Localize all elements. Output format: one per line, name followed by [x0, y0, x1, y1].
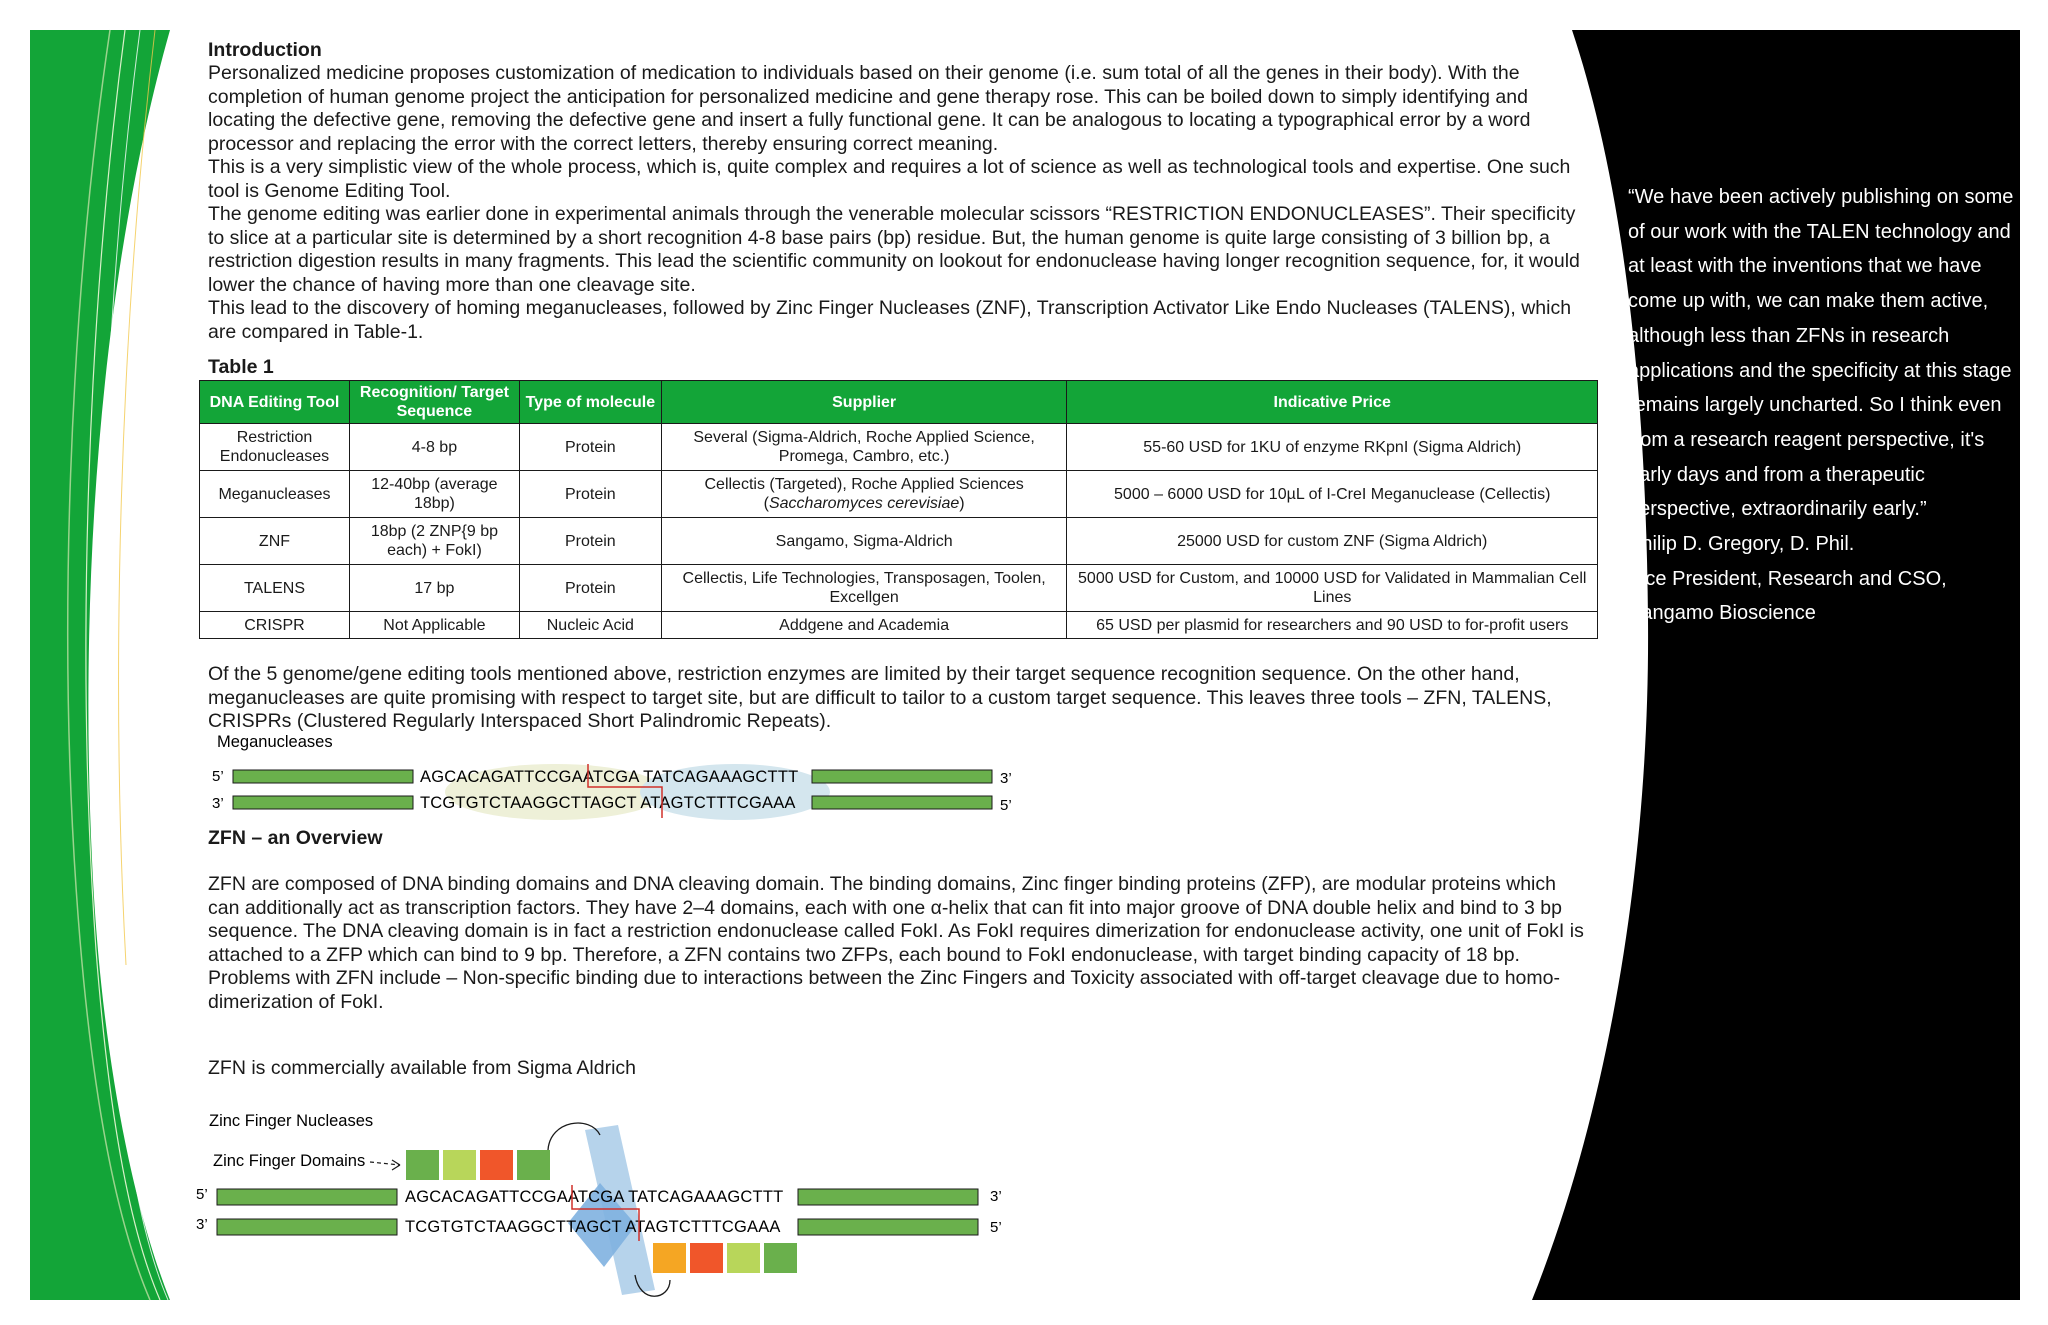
zfn-diagram-title: Zinc Finger Nucleases: [209, 1112, 374, 1130]
table-row: [200, 565, 1598, 612]
cell-tool: Restriction Endonucleases: [200, 424, 350, 471]
dna-bar: [233, 796, 413, 809]
cell-target: 18bp (2 ZNP{9 bp each) + FokI): [349, 518, 519, 565]
cell-supplier: Addgene and Academia: [661, 612, 1067, 639]
table-row: [200, 471, 1598, 518]
introduction-section: [208, 38, 1588, 344]
dna-bar: [233, 770, 413, 783]
quote-text: “We have been actively publishing on some of our work with the TALEN technology and at least with the inventions that we have come up with, we can make them active, although less than ZFNs in research applications and the specificity at this stage remains largely uncharted. So I think even from a research reagent perspective, it's early days and from a therapeutic perspective, extraordinarily early.”: [1628, 186, 2014, 521]
dna-bar: [798, 1219, 978, 1235]
strand-end-3-bottom: 3’: [212, 795, 224, 812]
header-supplier: Supplier: [661, 381, 1067, 424]
cell-price: 65 USD per plasmid for researchers and 90 USD to for-profit users: [1067, 612, 1598, 639]
supplier-species: Saccharomyces cerevisiae: [768, 495, 960, 512]
strand-end-5-top: 5’: [212, 768, 224, 785]
bottom-sequence: TCGTGTCTAAGGCTTAGCT ATAGTCTTTCGAAA: [405, 1218, 781, 1236]
zfn-paragraph-1: ZFN are composed of DNA binding domains and DNA cleaving domain. The binding domains, Zinc finger binding proteins (ZFP), are modular proteins which can additionally act as transcription factors. They have 2–4 domains, each with one α-helix that can fit into major groove of DNA double helix and bind to 3 bp sequence. The DNA cleaving domain is in fact a restriction endonuclease called FokI. As FokI requires dimerization for endonuclease activity, one unit of FokI is attached to a ZFP which can bind to 9 bp. Therefore, a ZFN contains two ZFPs, each bound to FokI endonuclease, with target binding capacity of 18 bp.: [208, 873, 1584, 966]
zfn-heading: ZFN – an Overview: [208, 827, 383, 849]
intro-paragraph-3: The genome editing was earlier done in experimental animals through the venerable molecular scissors “RESTRICTION ENDONUCLEASES”. Their specificity to slice at a particular site is determined by a short recognition 4-8 base pairs (bp) residue. But, the human genome is quite large consisting of 3 billion bp, a restriction digestion results in many fragments. This lead the scientific community on lookout for endonuclease having longer recognition sequence, for, it would lower the chance of having more than one cleavage site.: [208, 203, 1580, 296]
table-row: [200, 424, 1598, 471]
quote-company: Sangamo Bioscience: [1628, 602, 1816, 625]
cell-target: 12-40bp (average 18bp): [349, 471, 519, 518]
comparison-table: [199, 380, 1598, 639]
zinc-finger-domain: [764, 1243, 797, 1273]
zfn-section: [208, 873, 1588, 1014]
intro-paragraph-1: Personalized medicine proposes customization of medication to individuals based on their genome (i.e. sum total of all the genes in their body). With the completion of human genome project the anticipation for personalized medicine and gene therapy rose. This can be boiled down to simply identifying and locating the defective gene, removing the defective gene and insert a fully functional gene. It can be analogous to locating a typographical error by a word processor and replacing the error with the correct letters, thereby ensuring correct meaning.: [208, 62, 1531, 155]
dna-bar: [798, 1189, 978, 1205]
table-caption: Table 1: [208, 356, 274, 378]
quote-author-title: Vice President, Research and CSO,: [1628, 567, 1947, 590]
zinc-finger-domain: [727, 1243, 760, 1273]
quote-block: [1628, 180, 2028, 631]
header-type: Type of molecule: [519, 381, 661, 424]
cell-tool: TALENS: [200, 565, 350, 612]
strand-end-5-bottom: 5’: [1000, 797, 1012, 814]
quote-author: Philip D. Gregory, D. Phil.: [1628, 533, 1855, 556]
cell-type: Protein: [519, 565, 661, 612]
cell-type: Protein: [519, 471, 661, 518]
header-target: Recognition/ Target Sequence: [349, 381, 519, 424]
intro-paragraph-4: This lead to the discovery of homing meganucleases, followed by Zinc Finger Nucleases (ZNF), Transcription Activator Like Endo Nucleases (TALENS), which are compared in Table-1.: [208, 297, 1572, 343]
cell-target: 4-8 bp: [349, 424, 519, 471]
cell-supplier: Several (Sigma-Aldrich, Roche Applied Science, Promega, Cambro, etc.): [661, 424, 1067, 471]
strand-end-3-top: 3’: [1000, 770, 1012, 787]
cell-supplier: [661, 471, 1067, 518]
strand-end-3-top: 3’: [990, 1188, 1002, 1205]
zinc-finger-domain: [690, 1243, 723, 1273]
left-decorative-band: [0, 0, 180, 1325]
zfn-diagram: [190, 1105, 1030, 1315]
dna-bar: [217, 1219, 397, 1235]
cell-tool: ZNF: [200, 518, 350, 565]
table-header-row: [200, 381, 1598, 424]
header-tool: DNA Editing Tool: [200, 381, 350, 424]
top-sequence: AGCACAGATTCCGAATCGA TATCAGAAAGCTTT: [420, 768, 799, 786]
bottom-sequence: TCGTGTCTAAGGCTTAGCT ATAGTCTTTCGAAA: [420, 794, 796, 812]
cell-type: Protein: [519, 424, 661, 471]
supplier-text: Cellectis (Targeted), Roche Applied Sciences (: [704, 476, 1024, 512]
strand-end-5-bottom: 5’: [990, 1219, 1002, 1236]
cell-price: 25000 USD for custom ZNF (Sigma Aldrich): [1067, 518, 1598, 565]
cell-tool: CRISPR: [200, 612, 350, 639]
cell-type: Protein: [519, 518, 661, 565]
cell-type: Nucleic Acid: [519, 612, 661, 639]
zfn-paragraph-2: Problems with ZFN include – Non-specific binding due to interactions between the Zinc Fingers and Toxicity associated with off-target cleavage due to homo-dimerization of FokI.: [208, 967, 1560, 1013]
cell-price: 55-60 USD for 1KU of enzyme RKpnI (Sigma Aldrich): [1067, 424, 1598, 471]
strand-end-3-bottom: 3’: [196, 1216, 208, 1233]
dna-bar: [812, 796, 992, 809]
zinc-finger-domain: [517, 1150, 550, 1180]
intro-paragraph-2: This is a very simplistic view of the whole process, which is, quite complex and requires a lot of science as well as technological tools and expertise. One such tool is Genome Editing Tool.: [208, 156, 1571, 202]
strand-end-5-top: 5’: [196, 1186, 208, 1203]
supplier-tail: ): [959, 495, 965, 512]
table-row: [200, 612, 1598, 639]
dna-bar: [812, 770, 992, 783]
cell-target: 17 bp: [349, 565, 519, 612]
table-row: [200, 518, 1598, 565]
top-sequence: AGCACAGATTCCGAATCGA TATCAGAAAGCTTT: [405, 1188, 784, 1206]
header-price: Indicative Price: [1067, 381, 1598, 424]
meganuclease-diagram: [200, 730, 1040, 820]
cell-supplier: Cellectis, Life Technologies, Transposagen, Toolen, Excellgen: [661, 565, 1067, 612]
dna-bar: [217, 1189, 397, 1205]
zinc-finger-domains-label: Zinc Finger Domains: [213, 1152, 366, 1170]
zfn-availability: ZFN is commercially available from Sigma Aldrich: [208, 1057, 637, 1079]
cell-target: Not Applicable: [349, 612, 519, 639]
after-table-paragraph: Of the 5 genome/gene editing tools mentioned above, restriction enzymes are limited by their target sequence recognition sequence. On the other hand, meganucleases are quite promising with respect to target site, but are difficult to tailor to a custom target sequence. This leaves three tools – ZFN, TALENS, CRISPRs (Clustered Regularly Interspaced Short Palindromic Repeats).: [208, 663, 1552, 732]
cell-supplier: Sangamo, Sigma-Aldrich: [661, 518, 1067, 565]
zinc-finger-domain: [653, 1243, 686, 1273]
zinc-finger-domain: [443, 1150, 476, 1180]
cell-price: 5000 – 6000 USD for 10µL of I-CreI Meganuclease (Cellectis): [1067, 471, 1598, 518]
zinc-finger-domain: [406, 1150, 439, 1180]
zinc-finger-domain: [480, 1150, 513, 1180]
introduction-heading: Introduction: [208, 39, 322, 61]
meganucleases-label: Meganucleases: [217, 733, 333, 751]
cell-price: 5000 USD for Custom, and 10000 USD for Validated in Mammalian Cell Lines: [1067, 565, 1598, 612]
cell-tool: Meganucleases: [200, 471, 350, 518]
